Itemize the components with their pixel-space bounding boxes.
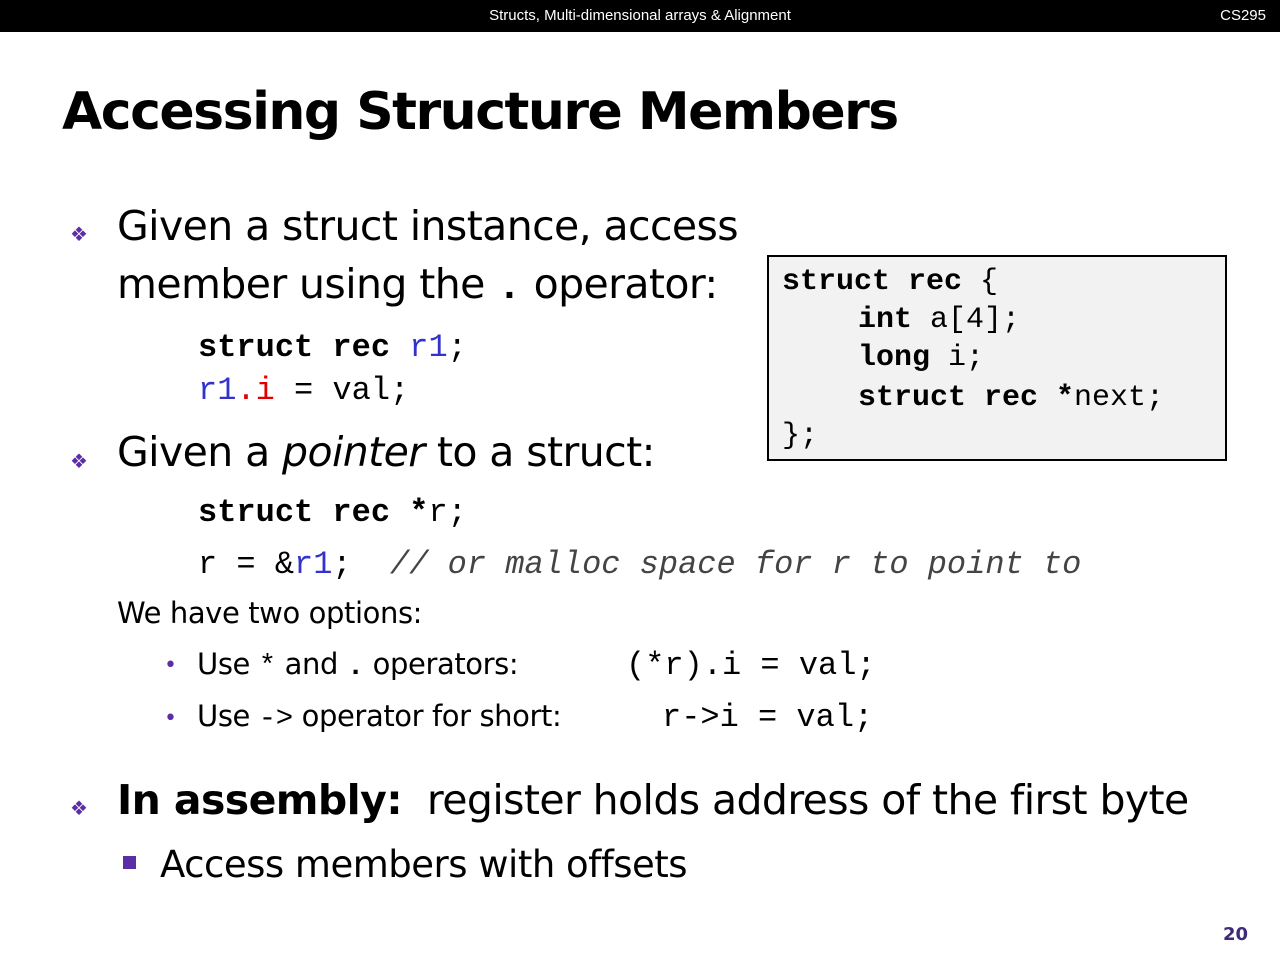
code-rest: i; [930, 341, 985, 375]
code-rest: next; [1074, 381, 1165, 415]
opt1-and: and [275, 647, 347, 681]
opt1-star: * [258, 650, 276, 683]
bullet1-line2-post: operator: [521, 260, 718, 308]
opt2-post: operator for short: [292, 699, 562, 733]
code-keyword: int [858, 303, 913, 337]
code-keyword: long [858, 341, 931, 375]
opt2-arrow: -> [258, 702, 293, 735]
bullet2-italic: pointer [282, 428, 425, 476]
opt1-pre: Use [197, 647, 259, 681]
bullet3-rest: register holds address of the first byte [402, 776, 1189, 824]
code-rest: r; [428, 494, 467, 531]
bullet3-line [117, 776, 1189, 824]
option2-code: r->i = val; [662, 699, 874, 736]
dot-bullet-icon: • [164, 653, 177, 678]
header-title: Structs, Multi-dimensional arrays & Alignment [489, 7, 791, 24]
code-keyword: struct rec [782, 265, 963, 299]
option1-text [197, 647, 518, 683]
header-bar [0, 0, 1280, 32]
code-pre: r = & [198, 546, 295, 583]
code-punct: ; [447, 329, 467, 366]
options-heading: We have two options: [117, 596, 423, 630]
codebox-line2 [858, 303, 1020, 337]
code-variable: r1 [409, 329, 448, 366]
code-variable: r1 [198, 372, 237, 409]
code-keyword: struct rec [198, 329, 410, 366]
codebox-line5: }; [782, 419, 819, 453]
code-r1-assign [198, 372, 409, 409]
option1-code: (*r).i = val; [626, 647, 876, 684]
bullet2-line [117, 428, 655, 476]
bullet2-pre: Given a [117, 428, 283, 476]
four-diamond-bullet-icon: ❖ [70, 222, 88, 246]
opt1-post: operators: [363, 647, 519, 681]
codebox-line1 [782, 265, 998, 299]
four-diamond-bullet-icon: ❖ [70, 796, 88, 820]
square-bullet-icon [123, 856, 136, 869]
bullet2-post: to a struct: [424, 428, 655, 476]
codebox-line4 [858, 381, 1164, 415]
slide-title: Accessing Structure Members [62, 82, 898, 142]
code-keyword: struct rec * [858, 381, 1075, 415]
code-rest: a[4]; [912, 303, 1021, 337]
code-dot: . [236, 372, 256, 409]
bullet3-sub: Access members with offsets [160, 843, 688, 886]
code-struct-ptr [198, 494, 467, 531]
four-diamond-bullet-icon: ❖ [70, 449, 88, 473]
code-comment: // or malloc space for r to point to [390, 546, 1082, 583]
bullet1-line2 [117, 260, 718, 311]
bullet1-line2-pre: member using the [117, 260, 498, 308]
code-field: i [255, 372, 275, 409]
bullet1-line1: Given a struct instance, access [117, 202, 739, 250]
codebox-line3 [858, 341, 984, 375]
code-rest: { [962, 265, 999, 299]
option2-text [197, 699, 561, 735]
opt1-dot: . [346, 650, 364, 683]
dot-operator: . [497, 265, 522, 311]
struct-definition-box [767, 255, 1227, 461]
code-keyword: struct rec * [198, 494, 429, 531]
course-label: CS295 [1220, 7, 1266, 24]
code-post: ; [332, 546, 391, 583]
page-number: 20 [1222, 924, 1248, 945]
code-variable: r1 [294, 546, 333, 583]
code-ptr-assign [198, 546, 1081, 583]
bullet3-bold: In assembly: [117, 776, 403, 824]
dot-bullet-icon: • [164, 706, 177, 731]
code-struct-r1 [198, 329, 467, 366]
code-rest: = val; [274, 372, 410, 409]
opt2-pre: Use [197, 699, 259, 733]
